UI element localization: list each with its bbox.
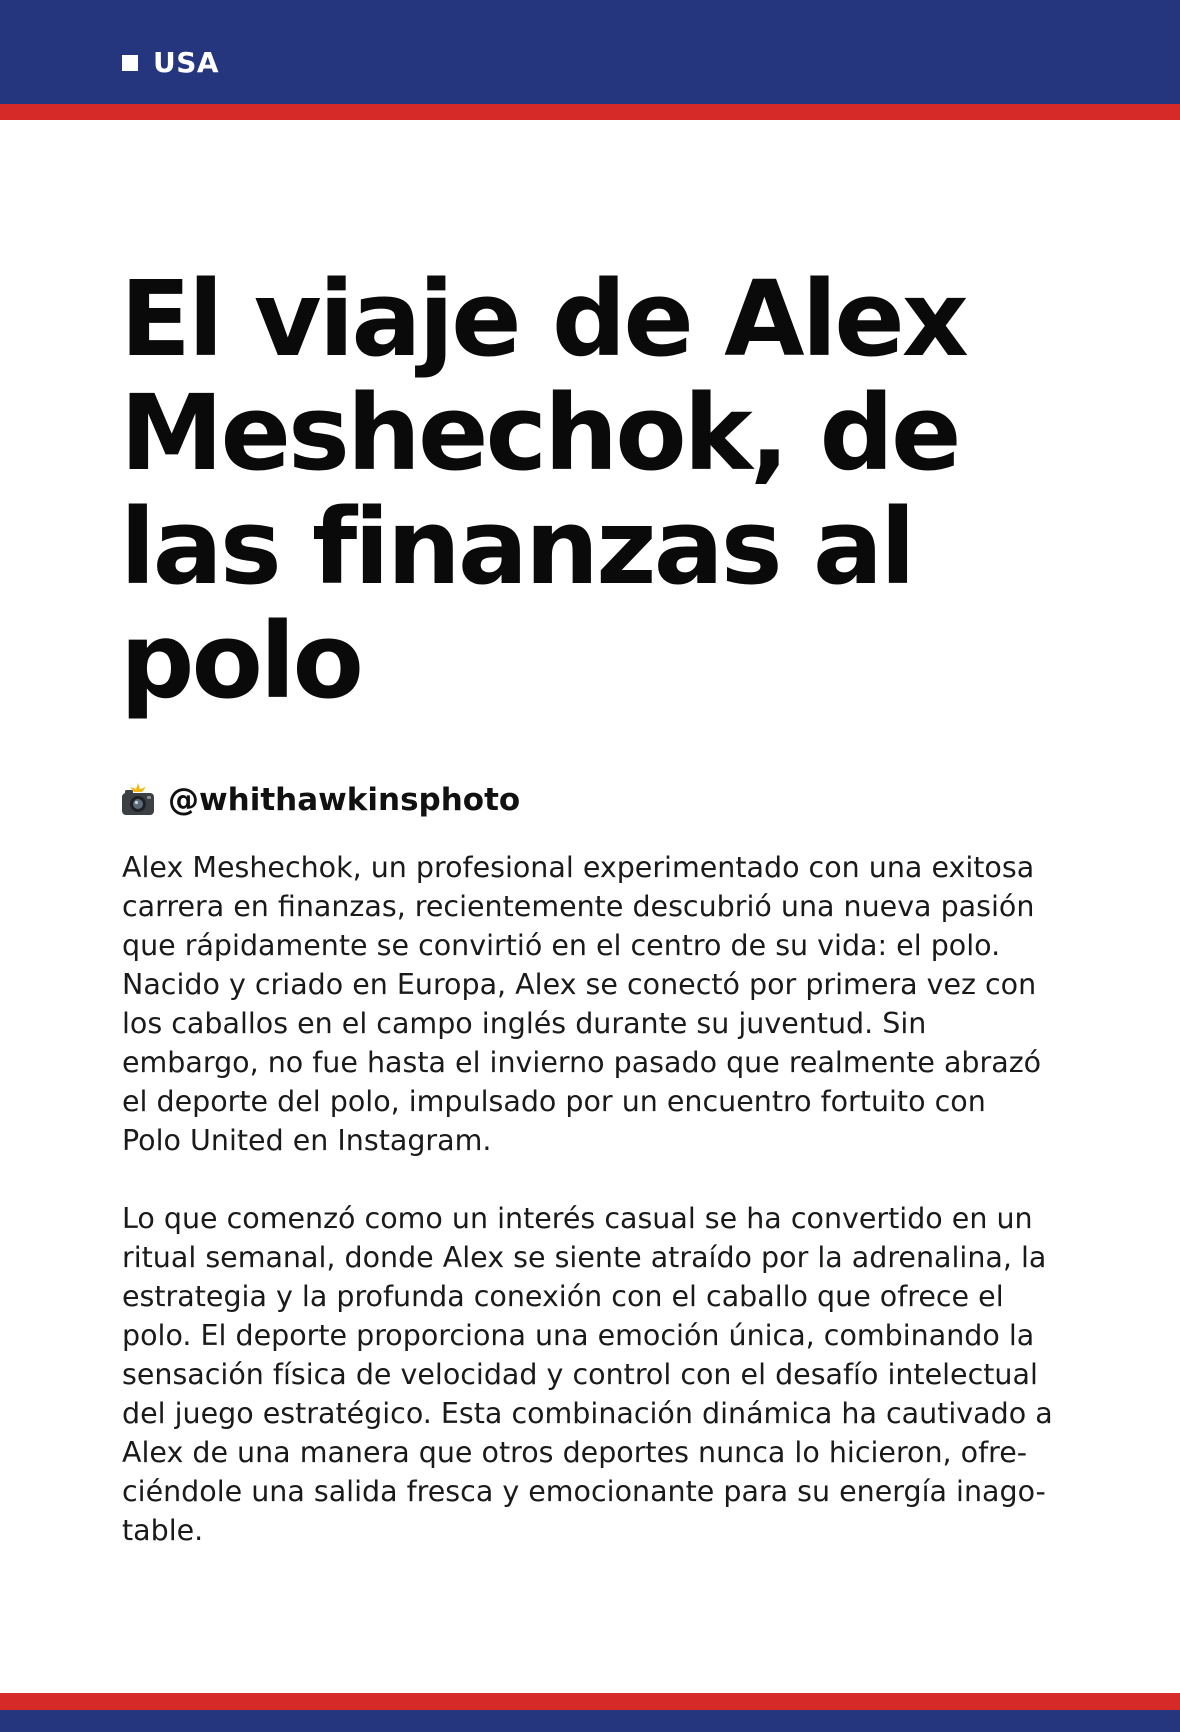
article-title (120, 258, 1120, 722)
text-line: table. (122, 1514, 204, 1547)
text-line: ritual semanal, donde Alex se siente atraído por la adrenalina, la (122, 1241, 1047, 1274)
text-line: polo. El deporte proporciona una emoción única, combinando la (122, 1319, 1035, 1352)
title-line: las finanzas al (120, 486, 913, 608)
text-line: el deporte del polo, impulsado por un encuentro fortuito con (122, 1085, 986, 1118)
paragraph (122, 848, 1122, 1160)
text-line: Polo United en Instagram. (122, 1124, 492, 1157)
text-line: estrategia y la profunda conexión con el caballo que ofrece el (122, 1280, 1004, 1313)
paragraph (122, 1199, 1122, 1550)
photo-credit (120, 782, 520, 818)
text-line: Alex de una manera que otros deportes nunca lo hicieron, ofre- (122, 1436, 1028, 1469)
text-line: del juego estratégico. Esta combinación dinámica ha cautivado a (122, 1397, 1053, 1430)
text-line: los caballos en el campo inglés durante su juventud. Sin (122, 1007, 927, 1040)
text-line: que rápidamente se convirtió en el centro de su vida: el polo. (122, 929, 1001, 962)
text-line: embargo, no fue hasta el invierno pasado que realmente abrazó (122, 1046, 1042, 1079)
text-line: Alex Meshechok, un profesional experimentado con una exitosa (122, 851, 1035, 884)
text-line: ciéndole una salida fresca y emocionante para su energía inago- (122, 1475, 1046, 1508)
footer-red-stripe (0, 1693, 1180, 1710)
camera-flash-icon (120, 782, 156, 818)
header-red-stripe (0, 104, 1180, 120)
photographer-handle: @whithawkinsphoto (168, 781, 521, 818)
title-line: El viaje de Alex (120, 258, 966, 380)
square-bullet-icon (122, 55, 138, 71)
text-line: carrera en finanzas, recientemente descubrió una nueva pasión (122, 890, 1035, 923)
article-body (122, 848, 1122, 1589)
title-line: polo (120, 600, 361, 722)
title-line: Meshechok, de (120, 372, 959, 494)
text-line: Nacido y criado en Europa, Alex se conectó por primera vez con (122, 968, 1037, 1001)
text-line: sensación física de velocidad y control con el desafío intelectual (122, 1358, 1038, 1391)
footer-bar (0, 1710, 1180, 1732)
section-label (122, 46, 220, 79)
text-line: Lo que comenzó como un interés casual se ha convertido en un (122, 1202, 1033, 1235)
section-name: USA (153, 46, 220, 79)
